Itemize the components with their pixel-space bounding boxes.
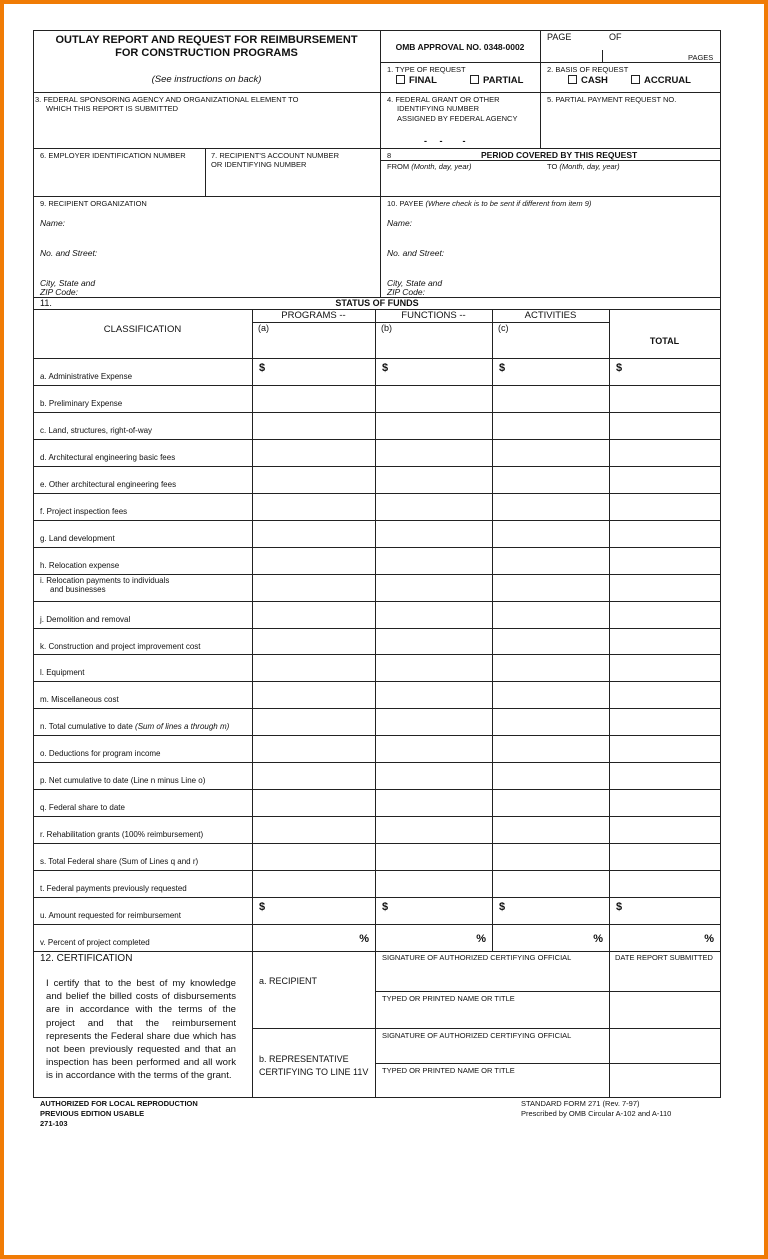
amount-cell-b[interactable] (376, 575, 492, 601)
recipient-zip-label: ZIP Code: (40, 287, 78, 297)
signature-label-a: SIGNATURE OF AUTHORIZED CERTIFYING OFFICIAL (382, 953, 572, 962)
amount-cell-b[interactable] (376, 682, 492, 708)
amount-cell-a[interactable] (253, 898, 375, 924)
date-submitted-label: DATE REPORT SUBMITTED (615, 953, 713, 962)
amount-cell-a[interactable] (253, 440, 375, 466)
amount-cell-c[interactable] (493, 898, 609, 924)
amount-cell-t[interactable] (610, 844, 720, 870)
amount-cell-t[interactable] (610, 925, 720, 951)
dollar-sign: $ (499, 362, 506, 374)
classification-row-label: l. Equipment (40, 668, 85, 677)
classification-row-label: u. Amount requested for reimbursement (40, 911, 181, 920)
classification-row-label: q. Federal share to date (40, 803, 125, 812)
accrual-label: ACCRUAL (644, 75, 691, 86)
amount-cell-c[interactable] (493, 548, 609, 574)
divider (33, 951, 721, 952)
classification-row-label: p. Net cumulative to date (Line n minus Line o) (40, 776, 206, 785)
amount-cell-b[interactable] (376, 359, 492, 385)
amount-cell-t[interactable] (610, 521, 720, 547)
payee-name-label: Name: (387, 218, 413, 228)
amount-cell-c[interactable] (493, 790, 609, 816)
amount-cell-b[interactable] (376, 494, 492, 520)
amount-cell-c[interactable] (493, 521, 609, 547)
amount-cell-c[interactable] (493, 629, 609, 655)
final-checkbox[interactable] (396, 75, 437, 86)
amount-cell-c[interactable] (493, 844, 609, 870)
amount-cell-b[interactable] (376, 413, 492, 439)
amount-cell-c[interactable] (493, 925, 609, 951)
classification-row-label: t. Federal payments previously requested (40, 884, 187, 893)
classification-row-label: g. Land development (40, 534, 115, 543)
dollar-sign: $ (499, 901, 506, 913)
amount-cell-t[interactable] (610, 386, 720, 412)
representative-label: b. REPRESENTATIVE (259, 1054, 349, 1064)
functions-header: FUNCTIONS -- (401, 310, 466, 321)
amount-cell-t[interactable] (610, 602, 720, 628)
amount-cell-b[interactable] (376, 790, 492, 816)
divider (205, 148, 206, 196)
item9-label: 9. RECIPIENT ORGANIZATION (40, 199, 147, 208)
amount-cell-t[interactable] (610, 817, 720, 843)
classification-row-label: a. Administrative Expense (40, 372, 133, 381)
to-label (547, 162, 620, 171)
certification-title: 12. CERTIFICATION (40, 953, 133, 964)
to-hint: (Month, day, year) (559, 162, 620, 171)
amount-cell-c[interactable] (493, 386, 609, 412)
amount-cell-b[interactable] (376, 709, 492, 735)
footer-form-number: 271-103 (40, 1119, 68, 1128)
item5-label: 5. PARTIAL PAYMENT REQUEST NO. (547, 95, 677, 104)
classification-row-label: i. Relocation payments to individuals and businesses (40, 576, 170, 594)
payee-hint: (Where check is to be sent if different from item 9) (425, 199, 592, 208)
amount-cell-b[interactable] (376, 602, 492, 628)
amount-cell-a[interactable] (253, 521, 375, 547)
status-of-funds-title: STATUS OF FUNDS (335, 298, 419, 308)
classification-row-label: j. Demolition and removal (40, 615, 131, 624)
percent-sign: % (476, 933, 486, 945)
item4-label-3: ASSIGNED BY FEDERAL AGENCY (397, 114, 518, 123)
footer-standard-form: STANDARD FORM 271 (Rev. 7-97) (521, 1099, 640, 1108)
amount-cell-b[interactable] (376, 925, 492, 951)
from-text: FROM (387, 162, 410, 171)
page-label: PAGE (547, 32, 572, 42)
item4-label: 4. FEDERAL GRANT OR OTHER (387, 95, 500, 104)
amount-cell-t[interactable] (610, 413, 720, 439)
amount-cell-b[interactable] (376, 763, 492, 789)
amount-cell-t[interactable] (610, 682, 720, 708)
signature-label-b: SIGNATURE OF AUTHORIZED CERTIFYING OFFICIAL (382, 1031, 572, 1040)
checkbox-icon (568, 75, 577, 84)
recipient-name-label: Name: (40, 218, 66, 228)
divider (375, 991, 720, 992)
divider (33, 148, 721, 149)
divider (33, 196, 721, 197)
amount-cell-b[interactable] (376, 467, 492, 493)
item4-label-2: IDENTIFYING NUMBER (397, 104, 480, 113)
form-subtitle: FOR CONSTRUCTION PROGRAMS (115, 47, 298, 59)
period-covered-title: PERIOD COVERED BY THIS REQUEST (481, 150, 638, 160)
percent-sign: % (704, 933, 714, 945)
amount-cell-t[interactable] (610, 709, 720, 735)
classification-row-label: r. Rehabilitation grants (100% reimbursement) (40, 830, 204, 839)
amount-cell-c[interactable] (493, 763, 609, 789)
divider (252, 1028, 720, 1029)
dollar-sign: $ (616, 901, 623, 913)
amount-cell-t[interactable] (610, 655, 720, 681)
divider (33, 92, 721, 93)
dollar-sign: $ (259, 901, 266, 913)
classification-header: CLASSIFICATION (103, 324, 182, 335)
amount-cell-c[interactable] (493, 359, 609, 385)
amount-cell-a[interactable] (253, 494, 375, 520)
footer-authorized: AUTHORIZED FOR LOCAL REPRODUCTION (40, 1099, 198, 1108)
amount-cell-a[interactable] (253, 682, 375, 708)
column-b-label: (b) (381, 323, 392, 333)
amount-cell-a[interactable] (253, 763, 375, 789)
amount-cell-t[interactable] (610, 763, 720, 789)
classification-row-label: b. Preliminary Expense (40, 399, 123, 408)
amount-cell-a[interactable] (253, 925, 375, 951)
grant-number-dashes[interactable]: - - - (424, 136, 466, 146)
divider (380, 160, 720, 161)
amount-cell-b[interactable] (376, 629, 492, 655)
amount-cell-t[interactable] (610, 467, 720, 493)
amount-cell-t[interactable] (610, 575, 720, 601)
amount-cell-b[interactable] (376, 548, 492, 574)
classification-row-label: c. Land, structures, right-of-way (40, 426, 153, 435)
amount-cell-b[interactable] (376, 440, 492, 466)
amount-cell-t[interactable] (610, 790, 720, 816)
amount-cell-a[interactable] (253, 467, 375, 493)
amount-cell-c[interactable] (493, 871, 609, 897)
amount-cell-c[interactable] (493, 682, 609, 708)
amount-cell-a[interactable] (253, 790, 375, 816)
amount-cell-b[interactable] (376, 898, 492, 924)
amount-cell-c[interactable] (493, 736, 609, 762)
classification-row-label: m. Miscellaneous cost (40, 695, 119, 704)
activities-header: ACTIVITIES (524, 310, 577, 321)
amount-cell-a[interactable] (253, 386, 375, 412)
checkbox-icon (470, 75, 479, 84)
recipient-city-label: City, State and (40, 278, 96, 288)
item10-label (387, 199, 591, 208)
total-header: TOTAL (649, 336, 680, 346)
item6-label: 6. EMPLOYER IDENTIFICATION NUMBER (40, 151, 186, 160)
amount-cell-a[interactable] (253, 575, 375, 601)
divider (380, 62, 720, 63)
dollar-sign: $ (259, 362, 266, 374)
type-of-request-label: 1. TYPE OF REQUEST (387, 65, 466, 74)
certification-text: I certify that to the best of my knowledge and belief the billed costs of disbursements are in accordance with the terms of the project and that the reimbursement represents the Federal share due which has not been previously requested and that an inspection has been performed and all work is in accordance with the terms of the grant. (46, 978, 236, 1082)
amount-cell-a[interactable] (253, 844, 375, 870)
from-label (387, 162, 472, 171)
from-hint: (Month, day, year) (411, 162, 472, 171)
divider (380, 30, 381, 297)
classification-row-label: e. Other architectural engineering fees (40, 480, 177, 489)
classification-row-label: s. Total Federal share (Sum of Lines q and r) (40, 857, 199, 866)
omb-approval: OMB APPROVAL NO. 0348-0002 (395, 42, 525, 52)
amount-cell-b[interactable] (376, 521, 492, 547)
instructions-note: (See instructions on back) (151, 74, 262, 85)
basis-of-request-label: 2. BASIS OF REQUEST (547, 65, 629, 74)
amount-cell-c[interactable] (493, 467, 609, 493)
item3-label-2: WHICH THIS REPORT IS SUBMITTED (46, 104, 179, 113)
amount-cell-c[interactable] (493, 709, 609, 735)
item11-number: 11. (40, 298, 52, 308)
amount-cell-a[interactable] (253, 548, 375, 574)
partial-label: PARTIAL (483, 75, 524, 86)
dollar-sign: $ (382, 362, 389, 374)
amount-cell-a[interactable] (253, 602, 375, 628)
amount-cell-b[interactable] (376, 386, 492, 412)
item7-label-2: OR IDENTIFYING NUMBER (211, 160, 307, 169)
divider (540, 30, 541, 148)
of-label: OF (609, 32, 622, 42)
amount-cell-c[interactable] (493, 440, 609, 466)
amount-cell-a[interactable] (253, 629, 375, 655)
typed-name-label-a: TYPED OR PRINTED NAME OR TITLE (382, 994, 515, 1003)
item7-label: 7. RECIPIENT'S ACCOUNT NUMBER (211, 151, 339, 160)
to-text: TO (547, 162, 558, 171)
amount-cell-t[interactable] (610, 898, 720, 924)
amount-cell-a[interactable] (253, 359, 375, 385)
amount-cell-a[interactable] (253, 655, 375, 681)
classification-row-label: f. Project inspection fees (40, 507, 128, 516)
typed-name-label-b: TYPED OR PRINTED NAME OR TITLE (382, 1066, 515, 1075)
classification-row-label: d. Architectural engineering basic fees (40, 453, 176, 462)
pages-label: PAGES (688, 53, 714, 62)
amount-cell-a[interactable] (253, 736, 375, 762)
column-a-label: (a) (258, 323, 269, 333)
divider (375, 1063, 720, 1064)
partial-checkbox[interactable] (470, 75, 523, 86)
item8-number: 8 (387, 151, 392, 160)
representative-label-2: CERTIFYING TO LINE 11V (259, 1067, 369, 1077)
programs-header: PROGRAMS -- (281, 310, 346, 321)
final-label: FINAL (409, 75, 437, 86)
amount-cell-t[interactable] (610, 440, 720, 466)
amount-cell-t[interactable] (610, 736, 720, 762)
amount-cell-c[interactable] (493, 655, 609, 681)
accrual-checkbox[interactable] (631, 75, 691, 86)
amount-cell-t[interactable] (610, 359, 720, 385)
divider (252, 322, 609, 323)
footer-previous-edition: PREVIOUS EDITION USABLE (40, 1109, 145, 1118)
payee-text: 10. PAYEE (387, 199, 424, 208)
checkbox-icon (396, 75, 405, 84)
payee-street-label: No. and Street: (387, 248, 445, 258)
amount-cell-t[interactable] (610, 629, 720, 655)
amount-cell-b[interactable] (376, 844, 492, 870)
recipient-label: a. RECIPIENT (259, 976, 318, 986)
form-title: OUTLAY REPORT AND REQUEST FOR REIMBURSEMENT (55, 34, 358, 46)
amount-cell-c[interactable] (493, 575, 609, 601)
cash-checkbox[interactable] (568, 75, 608, 86)
amount-cell-a[interactable] (253, 709, 375, 735)
checkbox-icon (631, 75, 640, 84)
classification-row-label: o. Deductions for program income (40, 749, 161, 758)
amount-cell-b[interactable] (376, 871, 492, 897)
item3-label: 3. FEDERAL SPONSORING AGENCY AND ORGANIZATIONAL ELEMENT TO (35, 95, 299, 104)
column-c-label: (c) (498, 323, 509, 333)
amount-cell-t[interactable] (610, 871, 720, 897)
amount-cell-a[interactable] (253, 871, 375, 897)
amount-cell-b[interactable] (376, 655, 492, 681)
amount-cell-c[interactable] (493, 817, 609, 843)
payee-zip-label: ZIP Code: (387, 287, 425, 297)
dollar-sign: $ (616, 362, 623, 374)
divider (602, 50, 603, 62)
recipient-street-label: No. and Street: (40, 248, 98, 258)
amount-cell-a[interactable] (253, 817, 375, 843)
classification-row-label: h. Relocation expense (40, 561, 120, 570)
classification-row-label: v. Percent of project completed (40, 938, 150, 947)
footer-prescribed: Prescribed by OMB Circular A-102 and A-110 (521, 1109, 672, 1118)
amount-cell-t[interactable] (610, 548, 720, 574)
amount-cell-c[interactable] (493, 602, 609, 628)
payee-city-label: City, State and (387, 278, 443, 288)
amount-cell-a[interactable] (253, 413, 375, 439)
amount-cell-c[interactable] (493, 413, 609, 439)
amount-cell-b[interactable] (376, 817, 492, 843)
classification-row-label: k. Construction and project improvement cost (40, 642, 201, 651)
amount-cell-c[interactable] (493, 494, 609, 520)
dollar-sign: $ (382, 901, 389, 913)
percent-sign: % (593, 933, 603, 945)
classification-row-label: n. Total cumulative to date (Sum of lines a through m) (40, 722, 230, 731)
amount-cell-t[interactable] (610, 494, 720, 520)
amount-cell-b[interactable] (376, 736, 492, 762)
percent-sign: % (359, 933, 369, 945)
cash-label: CASH (581, 75, 608, 86)
